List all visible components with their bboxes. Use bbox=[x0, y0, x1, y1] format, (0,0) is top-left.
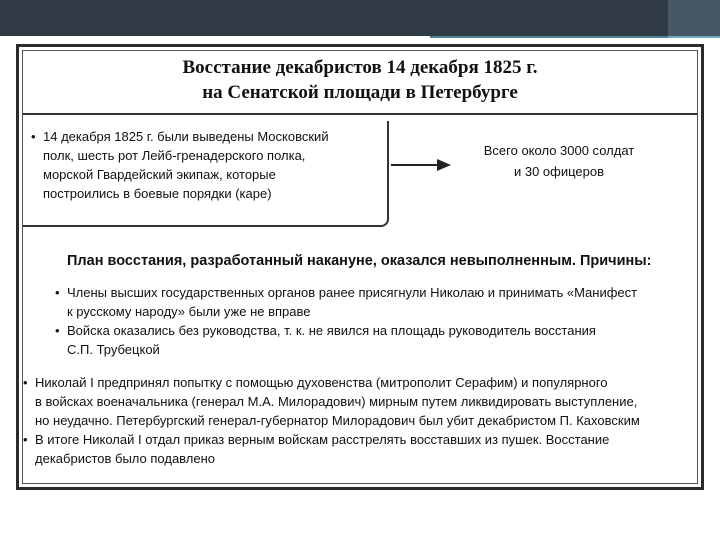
plan-heading: План восстания, разработанный накануне, оказался невыполненным. Причины: bbox=[67, 253, 652, 269]
reasons-list bbox=[55, 283, 667, 359]
list-item bbox=[31, 127, 381, 203]
slide-top-bar bbox=[0, 0, 720, 36]
aftermath-line: но неудачно. Петербургский генерал-губернатор Милорадович был убит декабристом П. Каховским bbox=[35, 413, 640, 428]
bullet: • bbox=[23, 432, 28, 447]
arrow-right-icon bbox=[437, 159, 451, 171]
troops-count-line: Всего около 3000 солдат bbox=[483, 143, 635, 158]
aftermath-line: В итоге Николай I отдал приказ верным войскам расстрелять восставших из пушек. Восстание bbox=[35, 432, 610, 447]
bullet: • bbox=[55, 285, 60, 300]
slide-top-bar-accent bbox=[668, 0, 720, 36]
events-block bbox=[31, 127, 381, 203]
reason-line: С.П. Трубецкой bbox=[67, 342, 160, 357]
list-item bbox=[55, 283, 667, 321]
list-item bbox=[55, 321, 667, 359]
arrow-shaft bbox=[391, 164, 439, 166]
aftermath-line: декабристов было подавлено bbox=[35, 451, 216, 466]
troops-count-block bbox=[459, 140, 659, 182]
page-title bbox=[19, 55, 701, 105]
bullet: • bbox=[31, 129, 36, 144]
troops-count-line: и 30 офицеров bbox=[513, 164, 605, 179]
events-line: 14 декабря 1825 г. были выведены Московский bbox=[43, 129, 329, 144]
title-line-1: Восстание декабристов 14 декабря 1825 г. bbox=[182, 57, 538, 78]
bullet: • bbox=[23, 375, 28, 390]
aftermath-line: в войсках военачальника (генерал М.А. Милорадович) мирным путем ликвидировать выступление, bbox=[35, 394, 638, 409]
reason-line: Войска оказались без руководства, т. к. не явился на площадь руководитель восстания bbox=[67, 323, 596, 338]
document-frame bbox=[16, 44, 704, 490]
reason-line: Члены высших государственных органов ранее присягнули Николаю и принимать «Манифест bbox=[67, 285, 638, 300]
aftermath-line: Николай I предпринял попытку с помощью духовенства (митрополит Серафим) и популярного bbox=[35, 375, 608, 390]
reason-line: к русскому народу» были уже не вправе bbox=[67, 304, 311, 319]
slide-accent-stripe bbox=[430, 36, 668, 38]
events-line: морской Гвардейский экипаж, которые bbox=[43, 167, 276, 182]
events-line: полк, шесть рот Лейб-гренадерского полка, bbox=[43, 148, 306, 163]
title-line-2: на Сенатской площади в Петербурге bbox=[202, 82, 518, 103]
slide-accent-stripe-light bbox=[668, 36, 720, 38]
bullet: • bbox=[55, 323, 60, 338]
aftermath-list bbox=[23, 373, 695, 468]
title-divider bbox=[23, 113, 697, 115]
list-item bbox=[23, 430, 695, 468]
list-item bbox=[23, 373, 695, 430]
events-line: построились в боевые порядки (каре) bbox=[43, 186, 272, 201]
